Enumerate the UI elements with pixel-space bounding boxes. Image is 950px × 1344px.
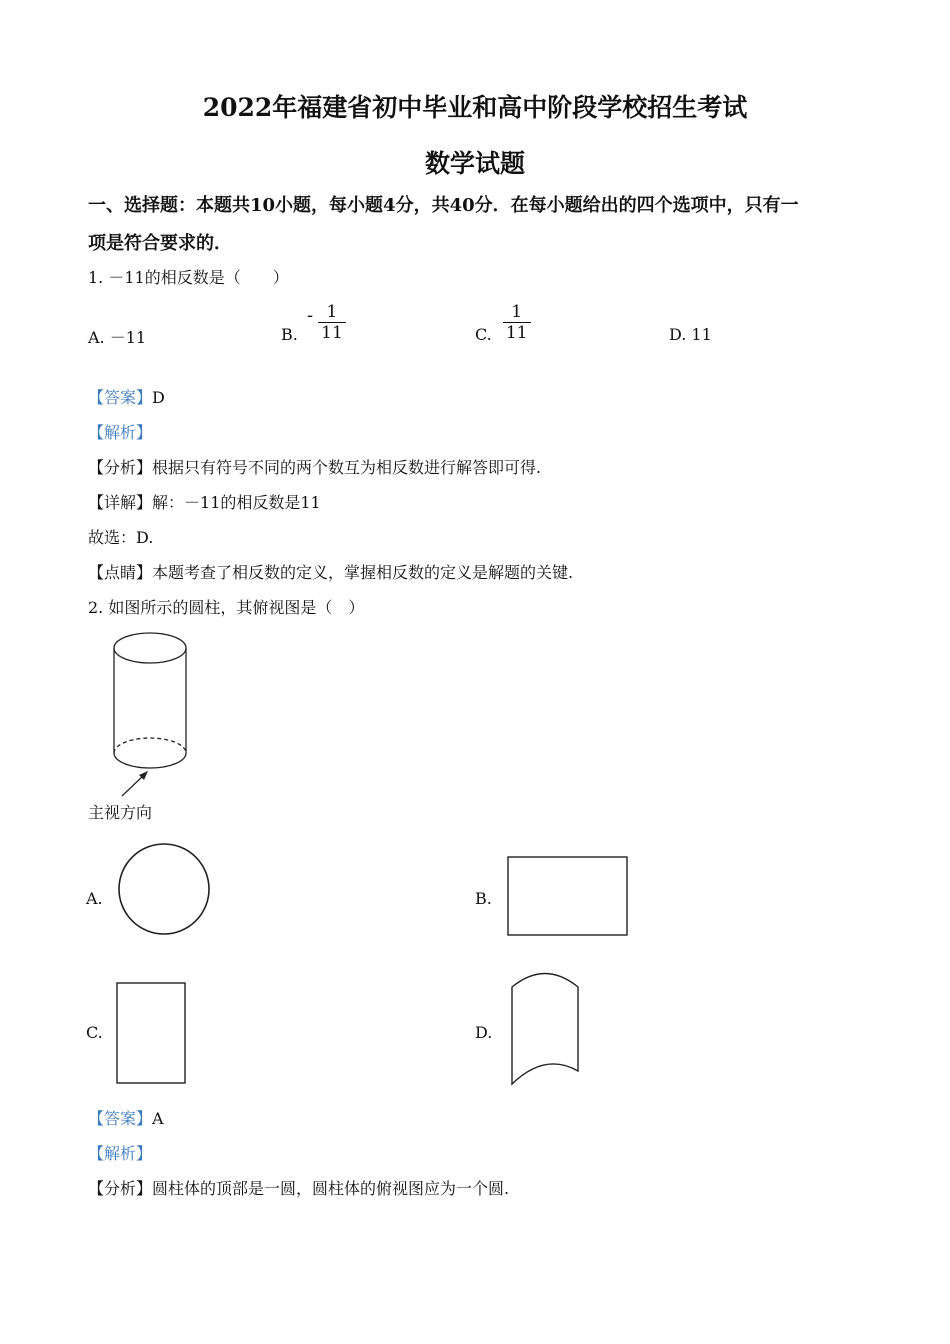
q2-fenxi — [88, 1176, 509, 1199]
q2-answer — [88, 1106, 164, 1129]
q1-option-b-denominator: 11 — [321, 323, 343, 343]
q2-stem: 2. 如图所示的圆柱，其俯视图是（ ） — [88, 598, 365, 617]
page-title: 2022年福建省初中毕业和高中阶段学校招生考试 — [202, 93, 748, 122]
q1-answer-value: D — [152, 388, 165, 407]
q2-fenxi-tag: 【分析】 — [88, 1179, 153, 1198]
q1-option-a: A. －11 — [88, 328, 147, 347]
q2-option-d-label: D. — [475, 1023, 493, 1042]
q1-option-c-denominator: 11 — [505, 323, 528, 343]
q1-option-b-numerator: 1 — [318, 302, 346, 323]
q2-option-b-label: B. — [475, 889, 492, 908]
section-heading-line2: 项是符合要求的． — [88, 233, 232, 254]
q2-analysis-tag: 【解析】 — [88, 1144, 153, 1163]
q2-option-c-label: C. — [86, 1023, 103, 1042]
q1-dianjing-tag: 【点睛】 — [88, 563, 153, 582]
q1-option-c-label: C. — [475, 325, 492, 344]
q1-option-b-label: B. — [281, 325, 298, 344]
q2-option-a-label: A. — [86, 889, 103, 908]
q1-option-c-numerator: 1 — [503, 302, 531, 323]
q2-answer-value: A — [152, 1109, 164, 1128]
q1-answer-tag: 【答案】 — [88, 388, 153, 407]
q1-conclusion: 故选：D. — [88, 528, 154, 547]
q1-option-b-sign: - — [306, 305, 314, 326]
q1-xiangjie-text: 解：－11的相反数是11 — [152, 493, 321, 512]
q1-dianjing-text: 本题考查了相反数的定义，掌握相反数的定义是解题的关键. — [152, 563, 574, 582]
page-subtitle: 数学试题 — [424, 149, 525, 178]
q2-figure-caption: 主视方向 — [88, 803, 153, 822]
q1-analysis-tag: 【解析】 — [88, 423, 153, 442]
section-heading-line1: 一、选择题：本题共10小题，每小题4分，共40分．在每小题给出的四个选项中，只有一 — [88, 195, 799, 216]
q2-answer-tag: 【答案】 — [88, 1109, 153, 1128]
q1-xiangjie-tag: 【详解】 — [88, 493, 153, 512]
q1-stem: 1. －11的相反数是（ ） — [88, 268, 289, 287]
q1-fenxi-tag: 【分析】 — [88, 458, 153, 477]
q2-fenxi-text: 圆柱体的顶部是一圆，圆柱体的俯视图应为一个圆. — [152, 1179, 510, 1198]
q1-option-d: D. 11 — [669, 325, 712, 344]
q1-fenxi-text: 根据只有符号不同的两个数互为相反数进行解答即可得. — [152, 458, 542, 477]
